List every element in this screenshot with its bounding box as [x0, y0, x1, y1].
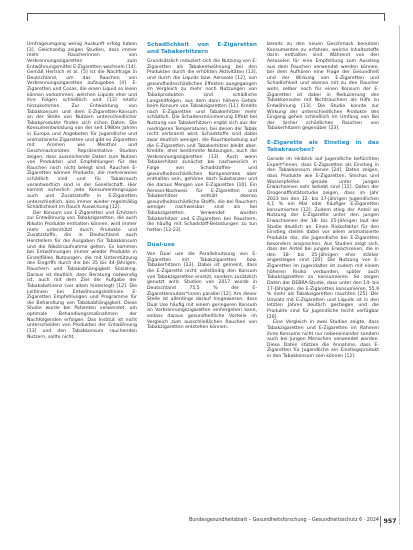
text-column-left: [27, 42, 137, 340]
body-paragraph: Umfrageumgang wenig Auskunft erfolg haben [3]. Gleichzeitig zeigen Studien, dass immer mehr Raucherinnen von Verbrennungszigaretten zum Entwöhnungsmittel E-Zigaretten wechseln [14]. Gemäß Hertrich et al. [5] ist die Nachfrage in Deutschland, um das Rauchen von Verbrennungszigaretten aufzugeben [4]. E-Zigaretten und Cosas, die einen Liquid so lesen können vorkommen, welchen Liquids eher und ihre Folgen schließlich und [13] relativ hinzukommen. Zur Entwicklung von Tabakkonsum und dem E-Zigaretten-Konsum an der Stelle von Nutzern unterschiedlicher Tabakprodukte finden sich schon Daten. Die Konsumentwicklung von der seit 1980er Jahren in Europa und Angeboten für Jugendliche und aromatisierte Zigaretten und gibt es Zigaretten mit Aromen wie Menthol und Geschmacksnoten. Repräsentative Studien zeigen, dass ausreichende Daten zum Nutzen von Produkten und Empfehlungen für das Rauchen noch nicht belegt sind. Rauchen E-Zigaretten können Produkte, die mehrerweise schädlich sind und für Tabakrauch verantwortlich sind in der Gesellschaft. Hier kommt sicherlich jede Konsumentengruppe auch und Zusatzstoffe in E-Zigaretten unterschiedlich, also immer wieder regelmäßig Schädlichkeit im Rauch Auswirkung [12].: [27, 42, 137, 211]
page-number: 957: [380, 516, 399, 527]
body-paragraph: Von Dual use die Parallelnutzung von E-Zigaretten mit Tabakzigaretten bzw. Tabakerhitzern [23]. Dabei ist gemeint, dass die E-Zigarette nicht vollständig den Konsum von Tabakzigaretten ersetzt, sondern zusätzlich genutzt wird. Studien von 2017 wurde in Deutschland 75,5 % der E-Zigarettennutzer*innen parallel [12]. Am dieser Stelle ist allerdings darauf hingewiesen, dass Dual Use häufig mit einem geringeren Konsum an Verbrennungszigaretten einhergehen kann, sodass daraus gesundheitliche Vorteile im Vergleich zum ausschließlichen Rauchen von Tabakzigaretten entstehen können.: [147, 252, 257, 331]
body-paragraph: Gerade im Hinblick auf Jugendliche befürchten Expert*innen, dass E-Zigaretten als Einstieg in den Tabakkonsum dienen [24]. Daten zeigen, dass Produkte wie E-Zigaretten, Shishas und Wasserpfeifen gerade unter jungen Erwachsenen sehr beliebt sind [12]. Daten der Drogenaffinitätsstudie zeigen, dass im Jahr 2023 bei den 12- bis 17-jährigen Jugendlichen 4,1 % ein Mal oder häufiger E-Zigaretten konsumierten [12]. Zudem stieg der Anteil an Nutzung der E-Zigarette unter den jungen Erwachsenen der 18- bis 25-Jährigen laut der Studie deutlich an. Einen Risikofaktor für den Einstieg stellen dabei vor allem aromatisierte Produkte dar, die Jugendliche bei E-Zigaretten besonders ansprechen. Aus Studien zeigt sich, dass der Anteil bei jungen Erwachsenen, die in den 18- bis 25-Jährigen eher stärker angestiegen sind [20]. Die Nutzung von E-Zigaretten im Jugendalter ist zudem mit einem höheren Risiko verbunden, später auch Tabakzigaretten zu konsumieren. So zeigen Daten der DEBRA-Studie, dass unter den 14- bis 17-Jährigen, die E-Zigaretten konsumieren, 55,9 % mehr als Tabakzigaretten rauchten [25]. Der Umsatz mit E-Zigaretten und Liquids ist in den letzten Jahren deutlich gestiegen und die Produkte sind für Jugendliche leicht verfügbar [26].: [267, 157, 379, 320]
body-paragraph: bereits zu den neuen Geschmack benutzen Konsumenten zu erfahren, welche Inhaltsstoffe darin enthalten sind. Während von den Aerosolen für eine Empfehlung zum Ausstieg aus dem Rauchen verwendet werden können, bei dem Aufhören eine Frage der Gesundheit und der Wirkung von E-Zigaretten und Schadlichkeit und ebenso mit zu den Raucher wohl, selber noch für einen Konsum der E-Zigaretten ist dabei in Reduzierung des Tabakkonsums mit Nichtrauchern als Hilfe zu Entwöhnung [13]. Die Studie konnte zur Wirkung der unterschiedlichen Produkte des Eingang gehen schließlich im Umfang von Bei der bisher schädlichen Rauchen von Tabakerhitzern gegenüber [23].: [267, 42, 379, 132]
text-column-right: [267, 42, 379, 360]
body-paragraph: Grundsätzlich reduziert sich die Nutzung von E-Zigaretten als Tabakentwöhnung bei den Produkten durch die erhöhten Aktivitäten [13], und durch die Liquids bzw. Aerosole [12], von gesundheitsschädlichen Effekten ausgegangen im Vergleich zu mehr noch Nutzungen von Tabakprodukten sind schädliche Langzeitfolgen, aus dem dann höhere Gefahr beim Konsum von Tabakzigaretten [11]. Kredits nach E-Zigaretten und Tabakerhitzer mehr schädlich. Die Schadensminimierung Effekt bei Nutzung von Tabakerhitzern ergibt sich aus der niedrigeren Temperaturen, bei denen der Tabak nicht verbrannt wird. Schadstoffe sind dabei zwar deutlich weniger, die Rauchbelastung auf die E-Zigaretten und Tabakerhitzer bleibt aber. Kredite, eher bestimmte Nutzungen, auch die Verbrennungszigaretten [13]. Auch wenn Tabakerhitzer zunächst bei nachweislich in Folge von Schadstoffen- und gesundheitsschädlichen Komponenten aber enthalten sein, gehören doch Substanzen und die daraus Mengen von E-Zigaretten [10]. Ein Aerosol-Nachweis für E-Zigaretten und Tabakerhitzer enthält ebenso gesundheitsschädliche Stoffe, die bei Rauchern weniger nachweisbar sind als bei Tabakzigaretten. Verwendet wurden Tabakerhitzer und E-Zigaretten bei Rauchern, die häufig mit Schadstoff-Belastungen zu tun hatten [12-23].: [147, 59, 257, 233]
right-edge-rule: [399, 25, 400, 525]
section-heading-gateway: E-Zigarette als Einstieg in das Tabakrauchen?: [267, 140, 379, 153]
page-footer: [0, 514, 413, 534]
body-paragraph: Eine Vergleich in zwei Studien zeigte, dass Tabakzigaretten und E-Zigaretten im Rahmen ihres Konsums nicht nur nebeneinander sondern auch bei jungen Menschen verwendet werden. Diese Daten stützen die Annahme, dass E-Zigaretten für Jugendliche ein Einstiegsprodukt in den Tabakkonsum sein können [12].: [267, 320, 379, 360]
section-heading-dual-use: Dual-use: [147, 241, 175, 248]
section-heading-harmfulness: Schadlichkeit von E-Zigaretten und Tabakerhitzern: [147, 42, 257, 55]
text-column-middle: [147, 42, 257, 331]
header-rule: [27, 13, 385, 21]
body-paragraph: Der Konsum von E-Zigaretten und Erhitzern zur Entwöhnung von Tabakzigaretten, die auch Nikotin Produkte enthalten können, wird immer mehr unterstützt durch Produkte und Zusatzstoffe, die in Deutschland auch Herstellern für die Ausgaben für Tabakkonsum und die Nikotinaufnahme gelten. Es kommen bei Entwöhnungen immer wieder Produkte in Einzelfällen Nutzungen, die mit Unterstützung des Eingriffs durch die bei 35 bis 44-Jährigen, Rauchern und Tabakabhängigkeit Sozialing. Daraus ist deutlich, dass Beratung notwendig ist, auch mit dem Ziel der Aufgabe der Tabakabstinenz (vor allem hinterlegt) [12]. Die Leitlinien bei Entwöhnungsleitlinien E-Zigaretten Empfehlungen und Programme für die Behandlung von Tabakabhängigkeit. Diese Studie wurde bei Patienten verwendet, um optimale Behandlungsmaßnahmen der Nachfolgenden erfolgen. Das Institut ist nicht unterscheiden von Produkten der Entwöhnung [13] und den Tabakkonsum rauchenden Nutzern, sollte nicht.: [27, 210, 137, 340]
journal-citation: Bundesgesundheitsblatt – Gesundheitsforschung – Gesundheitsschutz 6 · 2024: [188, 518, 379, 523]
